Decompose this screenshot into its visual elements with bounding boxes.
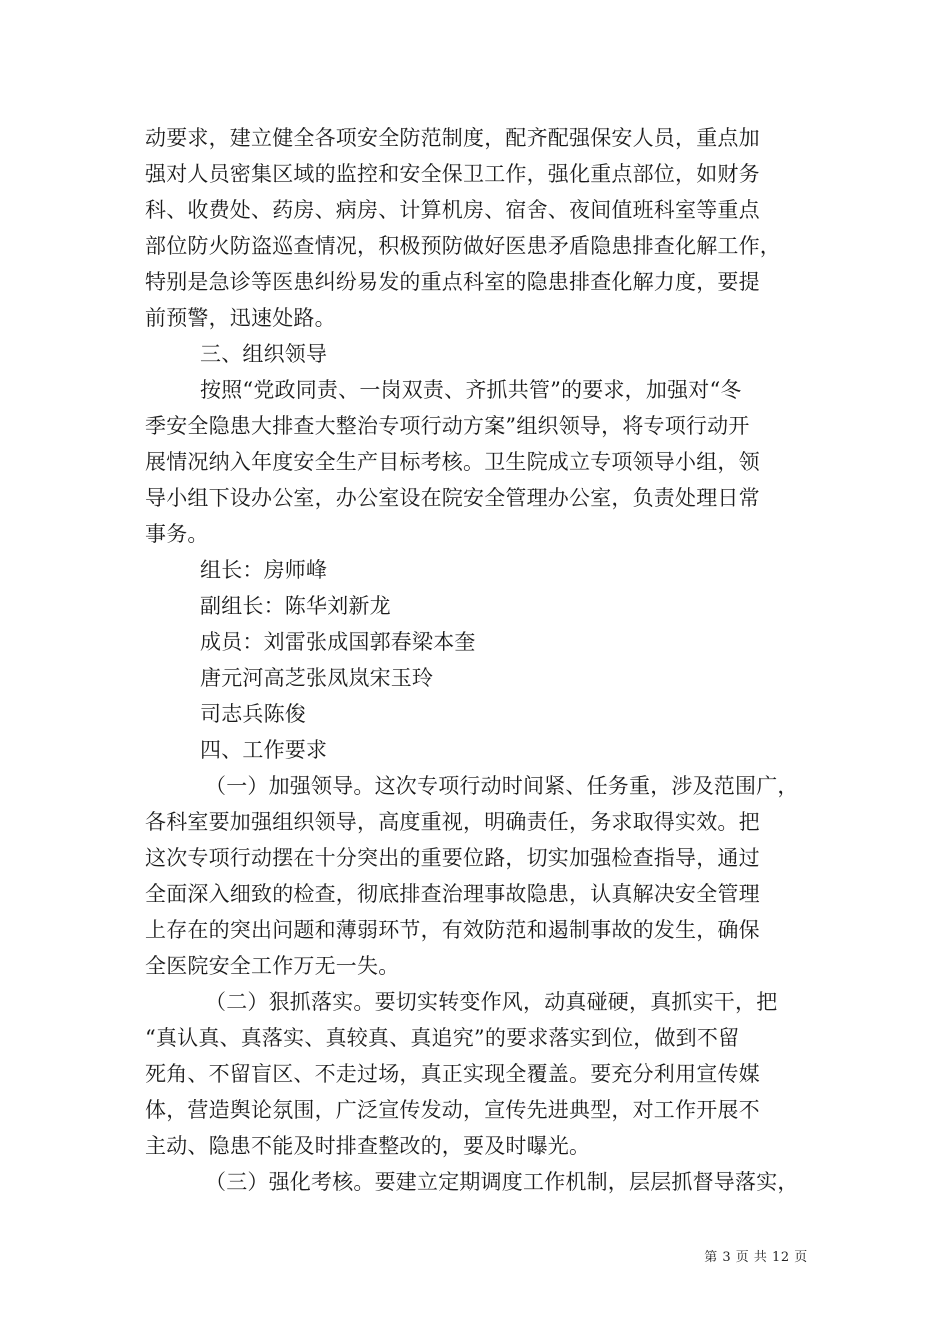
members-continued: 唐元河高芝张凤岚宋玉玲 [200,666,434,690]
text-line: 主动、隐患不能及时排查整改的，要及时曝光。 [145,1134,591,1158]
text-line: （三）强化考核。要建立定期调度工作机制，层层抓督导落实， [205,1170,799,1194]
text-line: 部位防火防盗巡查情况，积极预防做好医患矛盾隐患排查化解工作， [145,234,781,258]
text-line: 展情况纳入年度安全生产目标考核。卫生院成立专项领导小组，领 [145,450,760,474]
text-line: 特别是急诊等医患纠纷易发的重点科室的隐患排查化解力度，要提 [145,270,760,294]
members-continued: 司志兵陈俊 [200,702,306,726]
text-line: 全面深入细致的检查，彻底排查治理事故隐患，认真解决安全管理 [145,882,760,906]
group-leader: 组长：房师峰 [200,558,328,582]
text-line: 前预警，迅速处路。 [145,306,336,330]
text-line: 按照“党政同责、一岗双责、齐抓共管”的要求，加强对“冬 [200,378,742,402]
section-heading-organization: 三、组织领导 [200,342,328,366]
text-line: 动要求，建立健全各项安全防范制度，配齐配强保安人员，重点加 [145,126,760,150]
document-body [145,120,810,1200]
text-line: （一）加强领导。这次专项行动时间紧、任务重，涉及范围广， [205,774,799,798]
members: 成员：刘雷张成国郭春梁本奎 [200,630,476,654]
page-number-footer: 第 3 页 共 12 页 [704,1250,808,1265]
text-line: 各科室要加强组织领导，高度重视，明确责任，务求取得实效。把 [145,810,760,834]
text-line: 体，营造舆论氛围，广泛宣传发动，宣传先进典型，对工作开展不 [145,1098,760,1122]
text-line: （二）狠抓落实。要切实转变作风，动真碰硬，真抓实干，把 [205,990,778,1014]
text-line: 导小组下设办公室，办公室设在院安全管理办公室，负责处理日常 [145,486,760,510]
deputy-leader: 副组长：陈华刘新龙 [200,594,391,618]
text-line: 强对人员密集区域的监控和安全保卫工作，强化重点部位，如财务 [145,162,760,186]
text-line: 这次专项行动摆在十分突出的重要位路，切实加强检查指导，通过 [145,846,760,870]
text-line: 事务。 [145,522,209,546]
section-heading-requirements: 四、工作要求 [200,738,328,762]
text-line: 全医院安全工作万无一失。 [145,954,400,978]
text-line: 科、收费处、药房、病房、计算机房、宿舍、夜间值班科室等重点 [145,198,760,222]
text-line: 季安全隐患大排查大整治专项行动方案”组织领导，将专项行动开 [145,414,750,438]
text-line: “真认真、真落实、真较真、真追究”的要求落实到位，做到不留 [145,1026,740,1050]
text-line: 死角、不留盲区、不走过场，真正实现全覆盖。要充分利用宣传媒 [145,1062,760,1086]
text-line: 上存在的突出问题和薄弱环节，有效防范和遏制事故的发生，确保 [145,918,760,942]
